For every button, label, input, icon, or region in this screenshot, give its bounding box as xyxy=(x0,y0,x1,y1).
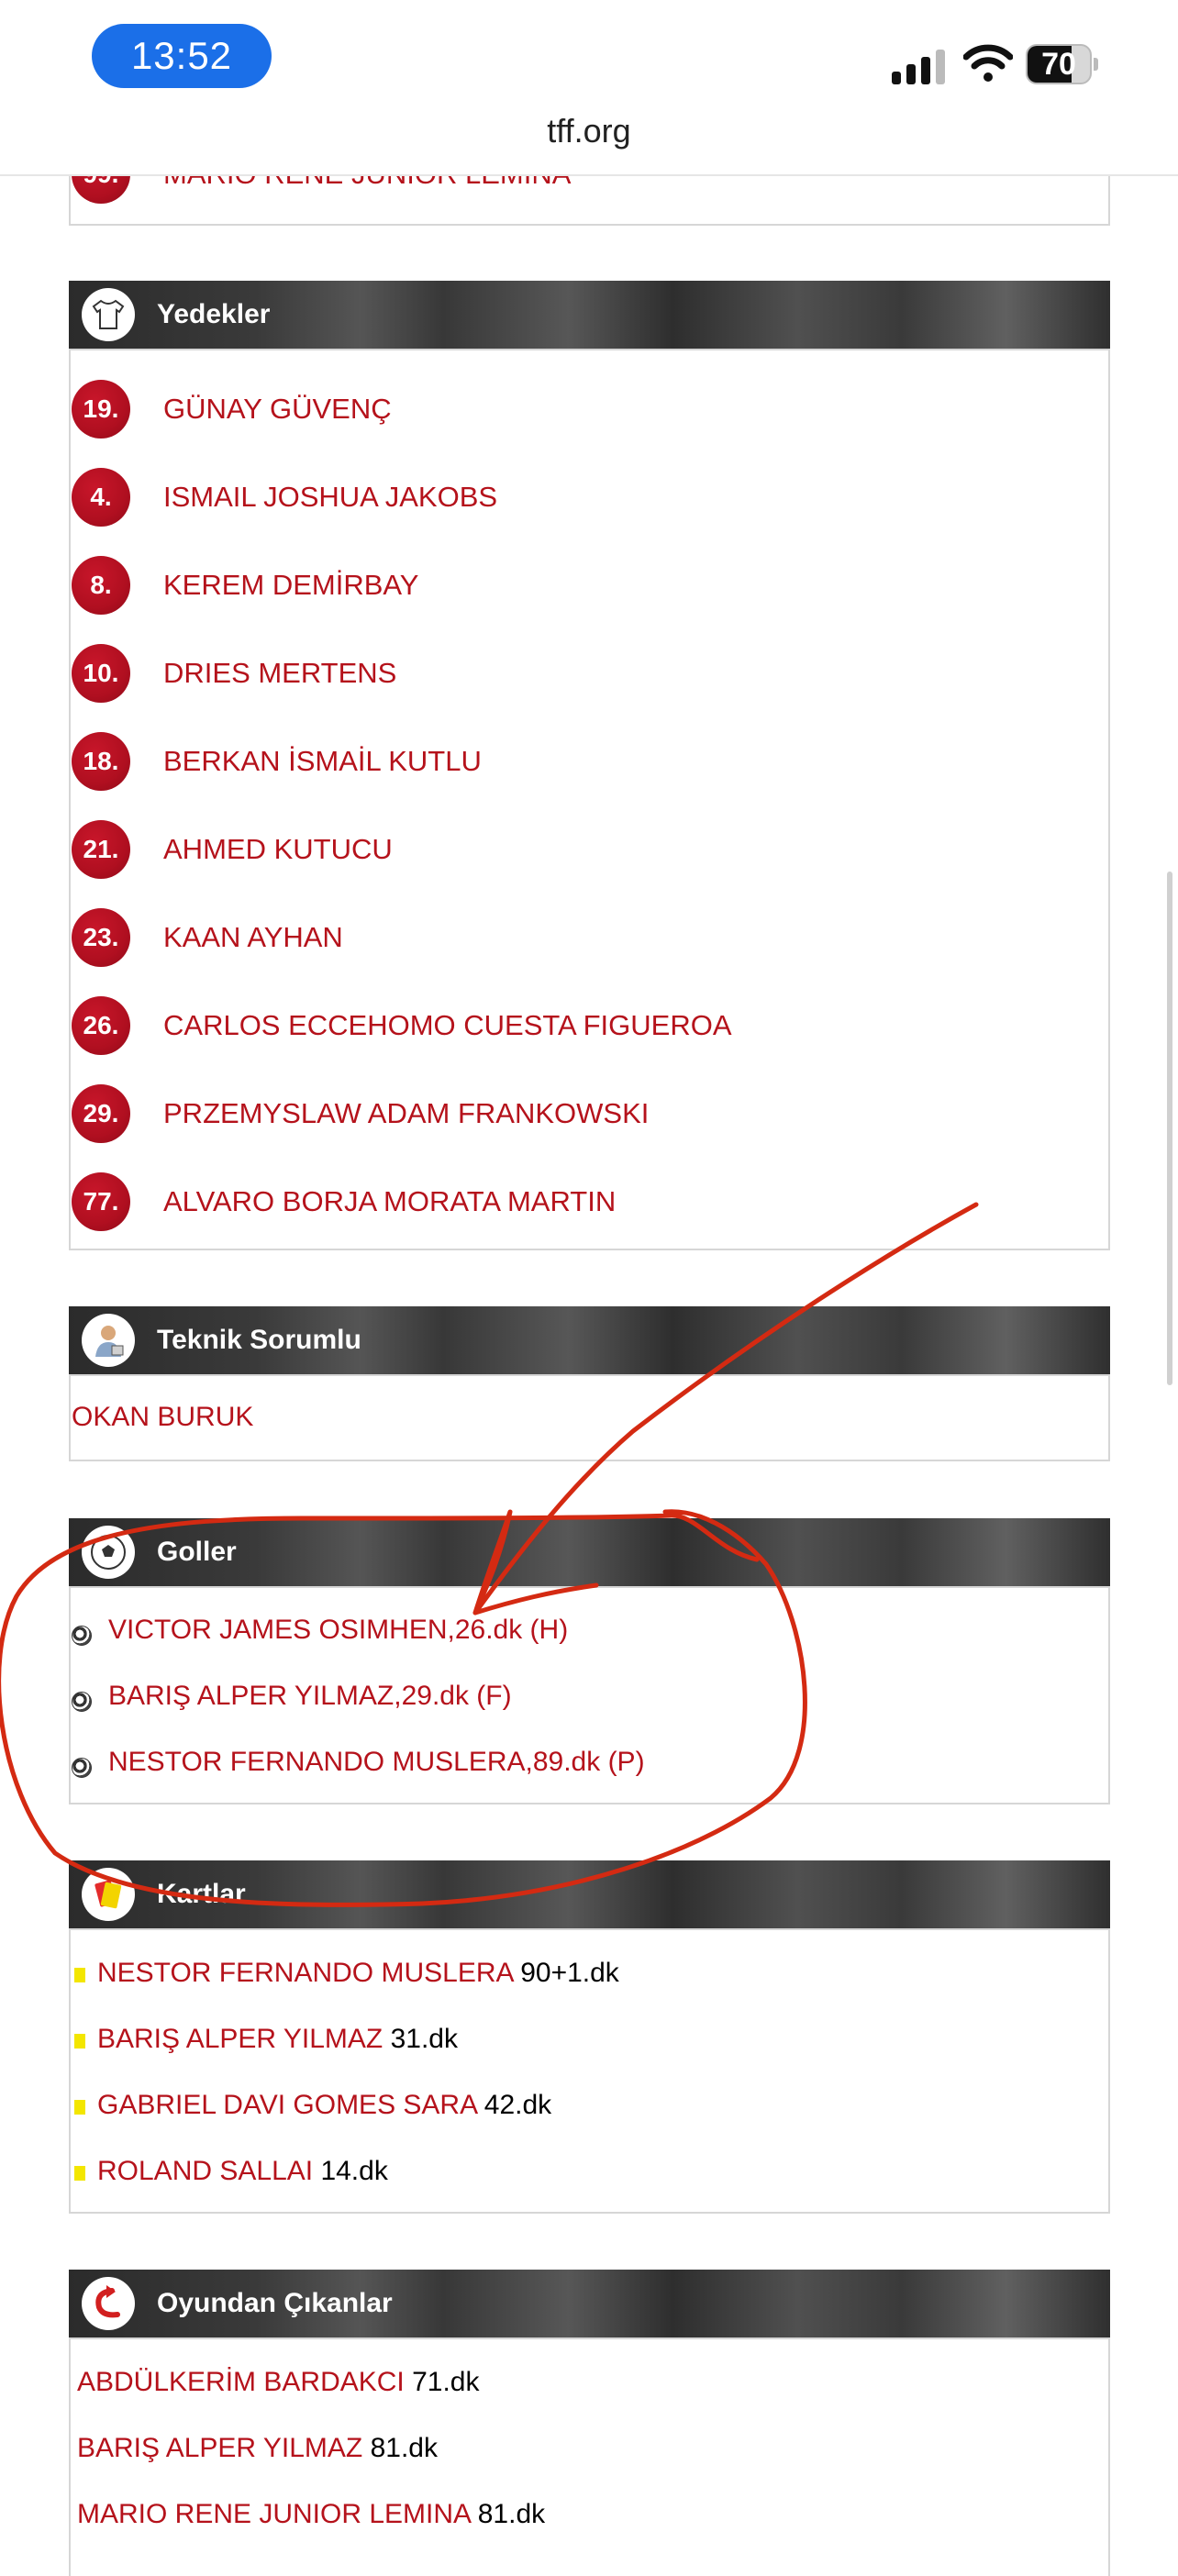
section-header-subs-out xyxy=(69,2270,1110,2337)
football-icon xyxy=(72,1626,92,1646)
card-player-name[interactable]: BARIŞ ALPER YILMAZ xyxy=(97,2024,383,2054)
yellow-card-icon xyxy=(74,2034,85,2049)
player-name[interactable]: KAAN AYHAN xyxy=(163,921,343,953)
player-name[interactable]: ALVARO BORJA MORATA MARTIN xyxy=(163,1185,617,1217)
player-name[interactable]: BERKAN İSMAİL KUTLU xyxy=(163,745,482,777)
player-number-badge: 77. xyxy=(72,1172,130,1231)
player-number-badge: 10. xyxy=(72,644,130,703)
coach-name[interactable]: OKAN BURUK xyxy=(72,1402,254,1432)
subs-out-player-name[interactable]: MARIO RENE JUNIOR LEMINA xyxy=(77,2499,471,2529)
yellow-card-icon xyxy=(74,1968,85,1982)
cards-icon xyxy=(82,1868,135,1921)
section-header-goals xyxy=(69,1518,1110,1586)
card-minute: 42.dk xyxy=(483,2090,552,2120)
status-time[interactable]: 13:52 xyxy=(92,24,272,88)
football-icon xyxy=(72,1758,92,1778)
player-number-badge: 29. xyxy=(72,1084,130,1143)
section-header-coach xyxy=(69,1306,1110,1374)
player-name[interactable]: CARLOS ECCEHOMO CUESTA FIGUEROA xyxy=(163,1009,732,1041)
player-name[interactable]: ISMAIL JOSHUA JAKOBS xyxy=(163,481,498,513)
football-icon xyxy=(82,1526,135,1579)
player-name[interactable]: KEREM DEMİRBAY xyxy=(163,569,419,601)
subs-out-minute: 81.dk xyxy=(477,2499,546,2529)
player-number-badge: 8. xyxy=(72,556,130,615)
page-scrollbar[interactable] xyxy=(1167,872,1172,1385)
battery-icon xyxy=(1026,44,1099,86)
subs-out-minute: 81.dk xyxy=(370,2433,438,2463)
player-number-badge: 19. xyxy=(72,380,130,439)
player-number-badge: 4. xyxy=(72,468,130,527)
substitution-out-icon xyxy=(82,2277,135,2330)
player-name[interactable]: PRZEMYSLAW ADAM FRANKOWSKI xyxy=(163,1097,650,1129)
card-minute: 31.dk xyxy=(390,2024,458,2054)
goal-entry[interactable]: BARIŞ ALPER YILMAZ,29.dk (F) xyxy=(108,1681,512,1711)
card-player-name[interactable]: NESTOR FERNANDO MUSLERA xyxy=(97,1958,513,1988)
section-title: Goller xyxy=(157,1537,237,1567)
section-header-cards xyxy=(69,1860,1110,1928)
section-title: Oyundan Çıkanlar xyxy=(157,2288,393,2318)
section-title: Teknik Sorumlu xyxy=(157,1325,361,1355)
card-player-name[interactable]: GABRIEL DAVI GOMES SARA xyxy=(97,2090,477,2120)
section-header-substitutes xyxy=(69,281,1110,349)
card-entry xyxy=(97,2090,551,2121)
player-name[interactable]: GÜNAY GÜVENÇ xyxy=(163,393,392,425)
subs-out-entry xyxy=(77,2499,545,2530)
subs-out-minute: 71.dk xyxy=(412,2367,480,2397)
subs-out-entry xyxy=(77,2433,438,2464)
url-bar[interactable]: tff.org xyxy=(547,112,631,150)
goal-entry[interactable]: NESTOR FERNANDO MUSLERA,89.dk (P) xyxy=(108,1747,645,1777)
goal-entry[interactable]: VICTOR JAMES OSIMHEN,26.dk (H) xyxy=(108,1615,569,1645)
subs-out-player-name[interactable]: ABDÜLKERİM BARDAKCI xyxy=(77,2367,405,2397)
card-entry xyxy=(97,2024,458,2055)
cellular-signal-icon xyxy=(892,48,949,84)
card-minute: 14.dk xyxy=(320,2156,388,2186)
player-name[interactable]: DRIES MERTENS xyxy=(163,657,397,689)
coach-icon xyxy=(82,1314,135,1367)
wifi-icon xyxy=(963,44,1013,83)
battery-percent: 70 xyxy=(1041,46,1076,82)
card-player-name[interactable]: ROLAND SALLAI xyxy=(97,2156,314,2186)
section-title: Kartlar xyxy=(157,1879,246,1909)
player-number-badge: 18. xyxy=(72,732,130,791)
section-title: Yedekler xyxy=(157,299,271,329)
player-name[interactable]: AHMED KUTUCU xyxy=(163,833,393,865)
browser-top-bar xyxy=(0,0,1178,176)
subs-out-entry xyxy=(77,2367,479,2398)
player-number-badge: 26. xyxy=(72,996,130,1055)
card-entry xyxy=(97,2156,388,2187)
yellow-card-icon xyxy=(74,2166,85,2181)
jersey-icon xyxy=(82,288,135,341)
card-entry xyxy=(97,1958,619,1989)
card-minute: 90+1.dk xyxy=(520,1958,619,1988)
football-icon xyxy=(72,1692,92,1712)
player-number-badge: 23. xyxy=(72,908,130,967)
subs-out-player-name[interactable]: BARIŞ ALPER YILMAZ xyxy=(77,2433,363,2463)
yellow-card-icon xyxy=(74,2100,85,2115)
player-number-badge: 21. xyxy=(72,820,130,879)
